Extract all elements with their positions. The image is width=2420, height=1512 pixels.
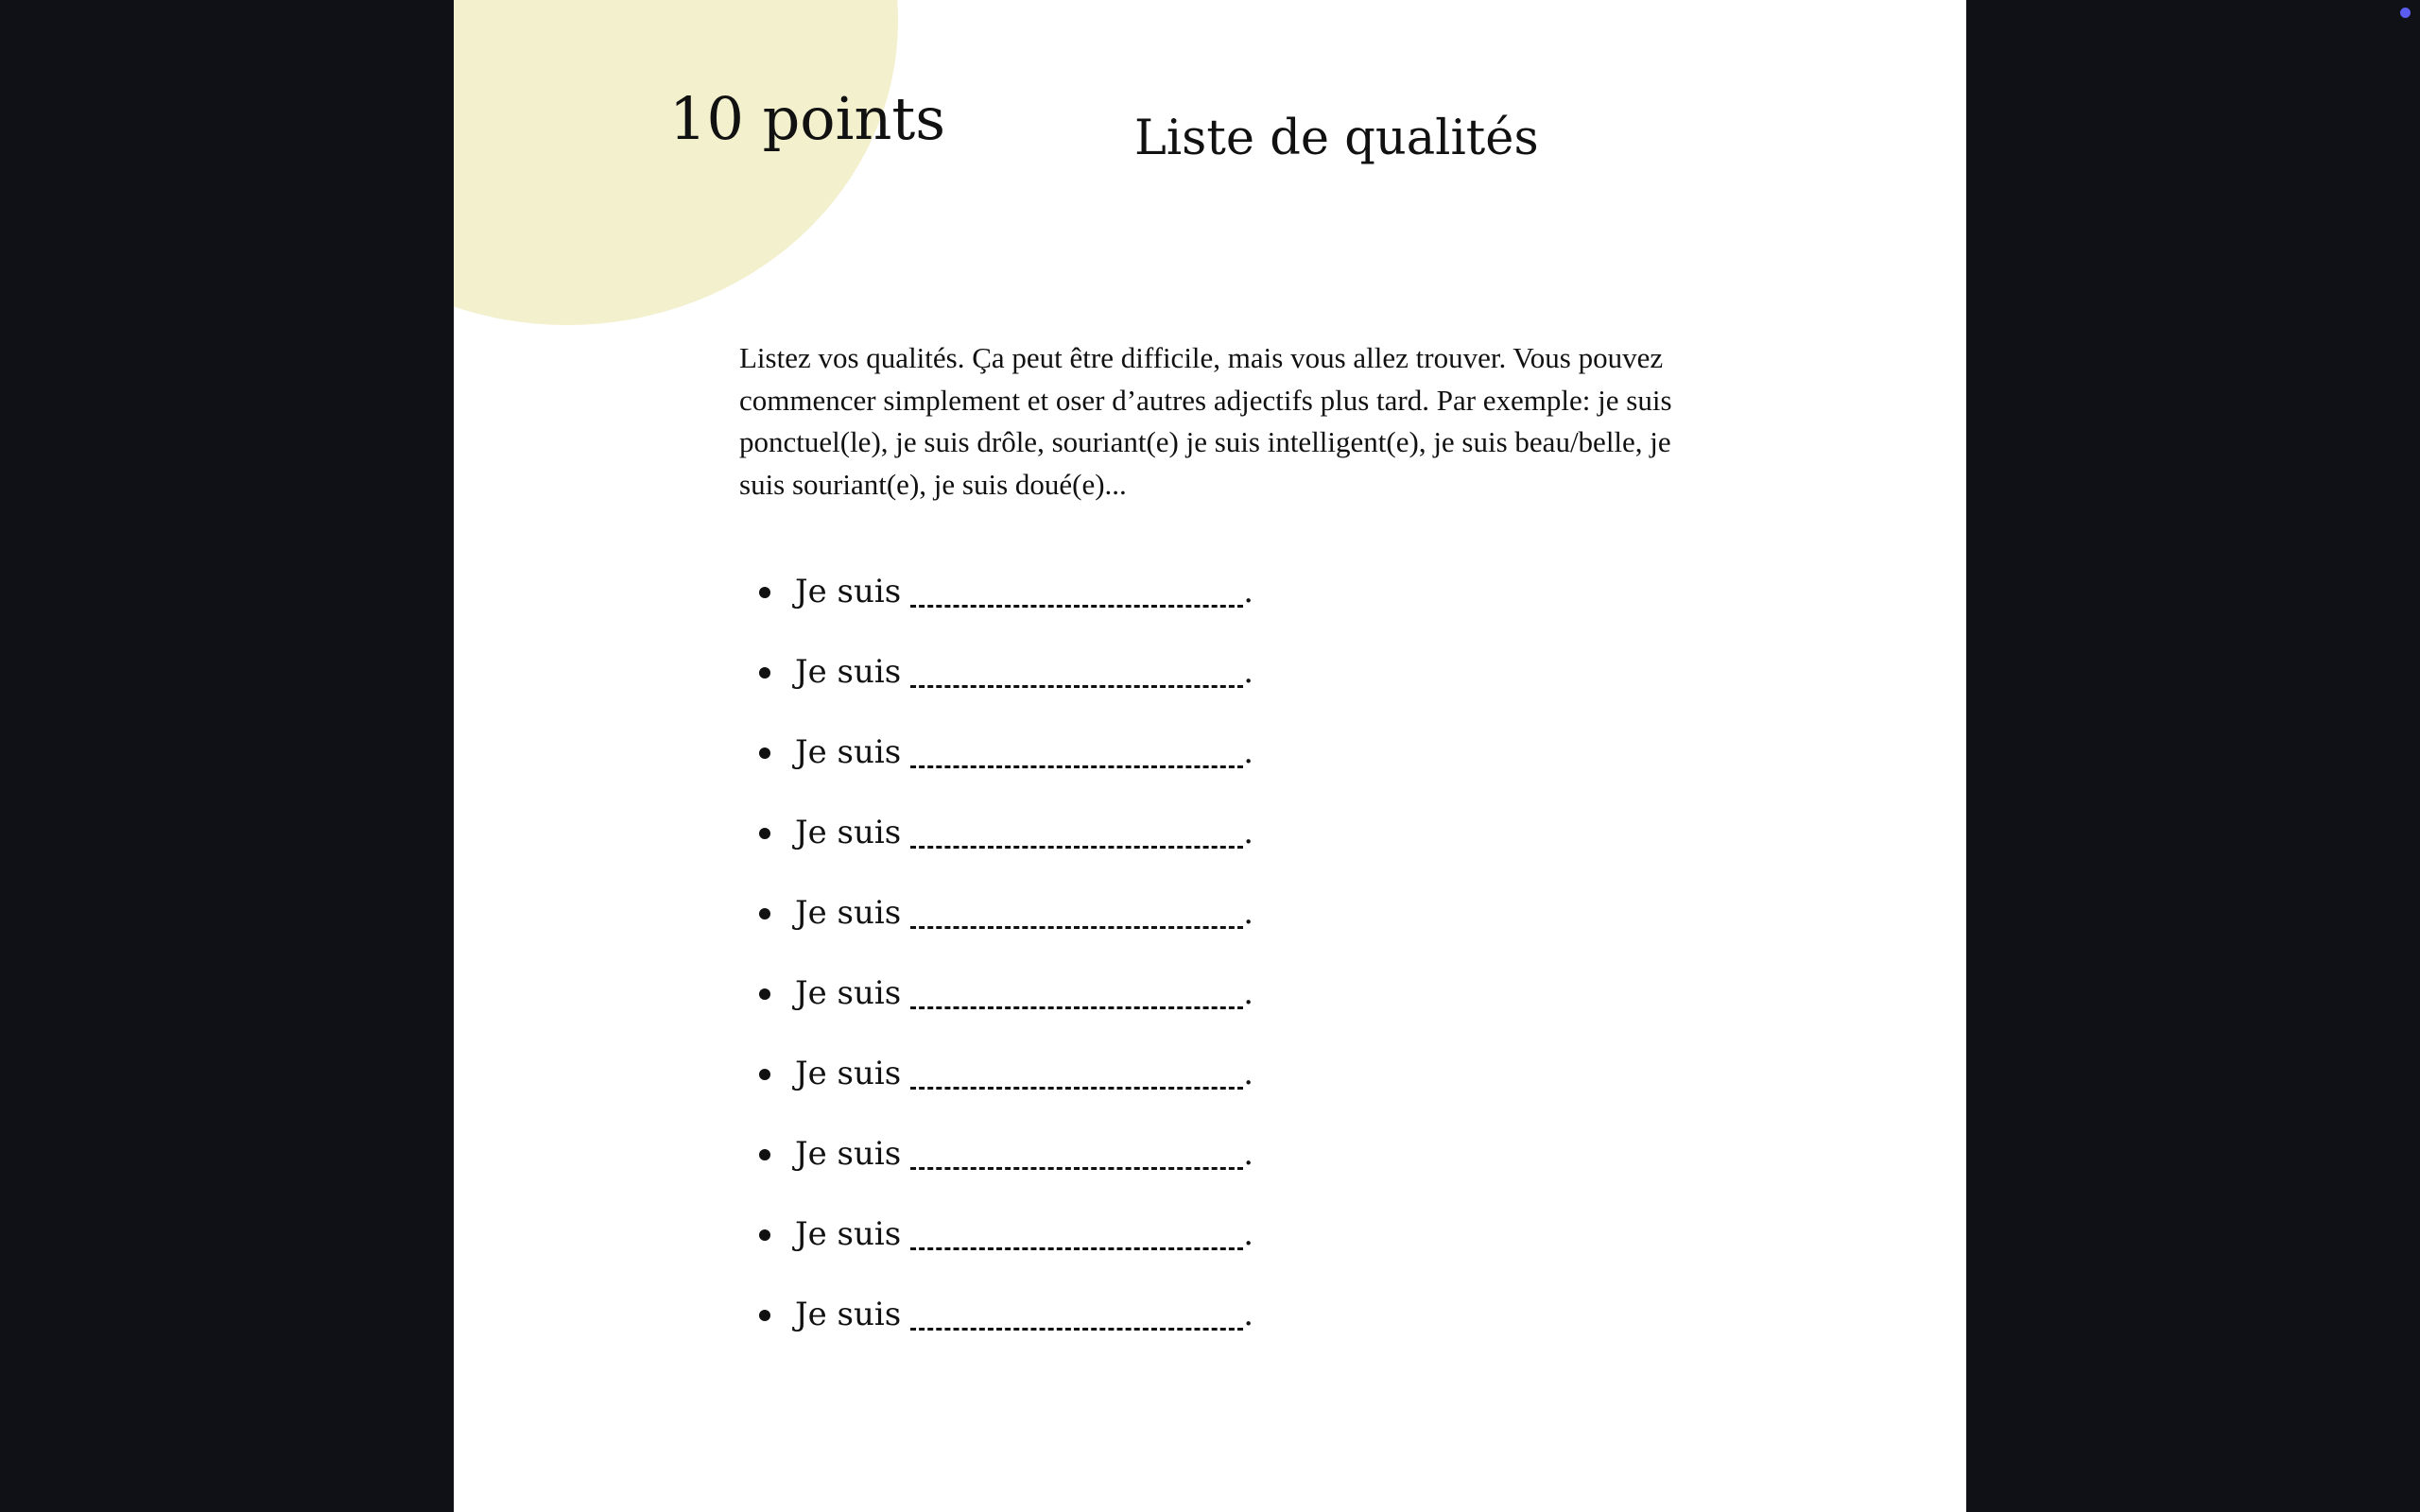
item-prefix: Je suis — [795, 814, 902, 851]
bullet-icon — [759, 1229, 770, 1241]
item-end: . — [1243, 814, 1254, 851]
item-prefix: Je suis — [795, 974, 902, 1012]
item-prefix: Je suis — [795, 733, 902, 771]
list-item — [739, 885, 1253, 965]
page-title: Liste de qualités — [1134, 111, 1539, 166]
item-prefix: Je suis — [795, 1135, 902, 1173]
fill-in-blank — [910, 1129, 1243, 1170]
fill-in-blank — [910, 969, 1243, 1009]
decorative-blob — [454, 0, 898, 325]
list-item — [739, 804, 1253, 885]
bullet-icon — [759, 828, 770, 839]
item-end: . — [1243, 573, 1254, 610]
item-end: . — [1243, 653, 1254, 691]
points-heading: 10 points — [669, 84, 946, 153]
item-end: . — [1243, 1215, 1254, 1253]
list-item — [739, 1045, 1253, 1125]
fill-in-blank — [910, 1049, 1243, 1090]
bullet-icon — [759, 1310, 770, 1321]
item-end: . — [1243, 974, 1254, 1012]
item-prefix: Je suis — [795, 653, 902, 691]
fill-in-blank — [910, 888, 1243, 929]
item-end: . — [1243, 1296, 1254, 1333]
list-item — [739, 1125, 1253, 1206]
list-item — [739, 965, 1253, 1045]
bullet-icon — [759, 988, 770, 1000]
bullet-icon — [759, 587, 770, 598]
bullet-icon — [759, 667, 770, 679]
status-dot-icon — [2400, 8, 2411, 18]
fill-in-blank — [910, 647, 1243, 688]
bullet-icon — [759, 1149, 770, 1160]
bullet-icon — [759, 747, 770, 759]
item-end: . — [1243, 1055, 1254, 1092]
bullet-icon — [759, 1069, 770, 1080]
bullet-icon — [759, 908, 770, 919]
item-end: . — [1243, 1135, 1254, 1173]
item-prefix: Je suis — [795, 1215, 902, 1253]
item-prefix: Je suis — [795, 573, 902, 610]
list-item — [739, 1286, 1253, 1366]
list-item — [739, 644, 1253, 724]
document-page — [454, 0, 1966, 1512]
fill-in-blank — [910, 1290, 1243, 1331]
item-prefix: Je suis — [795, 894, 902, 932]
fill-in-blank — [910, 567, 1243, 608]
list-item — [739, 563, 1253, 644]
fill-in-blank — [910, 1210, 1243, 1250]
fill-in-blank — [910, 728, 1243, 768]
item-prefix: Je suis — [795, 1055, 902, 1092]
list-item — [739, 1206, 1253, 1286]
item-end: . — [1243, 894, 1254, 932]
item-prefix: Je suis — [795, 1296, 902, 1333]
intro-paragraph: Listez vos qualités. Ça peut être difficile, mais vous allez trouver. Vous pouvez commencer simplement et oser d’autres adjectifs plus tard. Par exemple: je suis ponctuel(le), je suis drôle, souriant(e) je suis intelligent(e), je suis beau/belle, je suis souriant(e), je suis doué(e)... — [739, 341, 1672, 502]
fill-in-blank — [910, 808, 1243, 849]
list-item — [739, 724, 1253, 804]
item-end: . — [1243, 733, 1254, 771]
qualities-list — [739, 563, 1253, 1366]
